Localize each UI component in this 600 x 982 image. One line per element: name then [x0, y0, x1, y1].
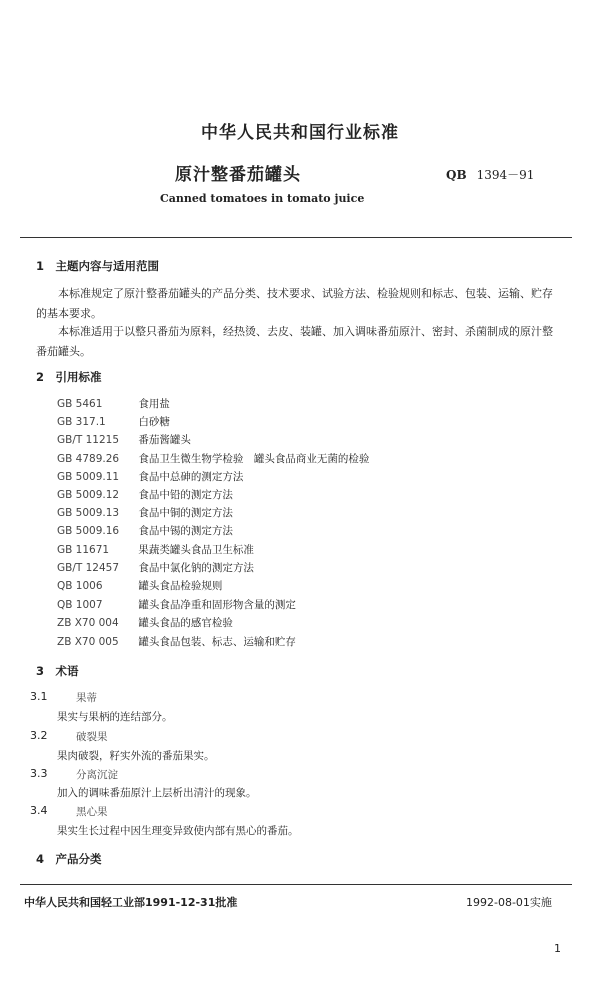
reference-code: GB/T 11215 — [57, 434, 120, 446]
reference-item — [57, 432, 191, 447]
standard-code-prefix: QB — [446, 168, 467, 182]
reference-title: 食品中锡的测定方法 — [138, 525, 233, 537]
reference-item — [57, 487, 233, 502]
reference-title: 食品中总砷的测定方法 — [138, 471, 244, 483]
reference-title: 食品卫生微生物学检验 罐头食品商业无菌的检验 — [138, 453, 370, 465]
term-name: 分离沉淀 — [76, 769, 118, 781]
standard-code — [446, 166, 534, 183]
term-number: 3.3 — [30, 767, 48, 780]
reference-code: QB 1007 — [57, 599, 103, 611]
reference-code: QB 1006 — [57, 580, 103, 592]
reference-code: GB 5009.13 — [57, 507, 120, 519]
reference-title: 食品中铅的测定方法 — [138, 489, 233, 501]
document-title-en: Canned tomatoes in tomato juice — [160, 192, 365, 205]
section-1-paragraph-1: 本标准规定了原汁整番茄罐头的产品分类、技术要求、试验方法、检验规则和标志、包装、运输、贮存的基本要求。 — [36, 287, 553, 320]
term-number: 3.2 — [30, 729, 48, 742]
header-divider — [20, 237, 572, 238]
reference-item — [57, 505, 233, 520]
reference-code: GB/T 12457 — [57, 562, 120, 574]
industry-standard-heading: 中华人民共和国行业标准 — [201, 123, 399, 143]
reference-item — [57, 469, 243, 484]
term-number: 3.1 — [30, 690, 48, 703]
reference-item — [57, 523, 233, 538]
document-title-cn: 原汁整番茄罐头 — [175, 165, 301, 185]
reference-code: GB 5009.12 — [57, 489, 120, 501]
standard-code-number: 1394－91 — [476, 168, 535, 182]
reference-code: GB 5009.16 — [57, 525, 120, 537]
section-1-paragraph-2: 本标准适用于以整只番茄为原料，经热烫、去皮、装罐、加入调味番茄原汁、密封、杀菌制成的原汁整番茄罐头。 — [36, 325, 553, 358]
reference-code: ZB X70 004 — [57, 617, 119, 629]
reference-item — [57, 578, 222, 593]
reference-item — [57, 451, 369, 466]
reference-item — [57, 560, 254, 575]
reference-item — [57, 396, 170, 411]
reference-item — [57, 597, 296, 612]
term-name: 黑心果 — [76, 806, 108, 818]
section-4-heading: 4 产品分类 — [36, 852, 102, 866]
reference-code: GB 5009.11 — [57, 471, 120, 483]
reference-title: 食品中铜的测定方法 — [138, 507, 233, 519]
term-name: 破裂果 — [76, 731, 108, 743]
term-name: 果蒂 — [76, 692, 97, 704]
section-1-heading: 1 主题内容与适用范围 — [36, 259, 160, 273]
implementation-date: 1992-08-01实施 — [466, 896, 552, 909]
reference-title: 番茄酱罐头 — [138, 434, 191, 446]
reference-code: GB 317.1 — [57, 416, 106, 428]
reference-title: 罐头食品的感官检验 — [138, 617, 233, 629]
reference-title: 罐头食品检验规则 — [138, 580, 223, 592]
term-number: 3.4 — [30, 804, 48, 817]
reference-title: 果蔬类罐头食品卫生标准 — [138, 544, 254, 556]
term-definition: 果实与果柄的连结部分。 — [57, 711, 173, 723]
term-definition: 加入的调味番茄原汁上层析出清汁的现象。 — [57, 787, 257, 799]
reference-title: 罐头食品包装、标志、运输和贮存 — [138, 636, 296, 648]
reference-title: 白砂糖 — [138, 416, 170, 428]
reference-item — [57, 542, 254, 557]
section-3-heading: 3 术语 — [36, 664, 79, 678]
approval-statement: 中华人民共和国轻工业部1991-12-31批准 — [24, 896, 238, 909]
footer-divider — [20, 884, 572, 885]
reference-item — [57, 634, 296, 649]
reference-code: GB 5461 — [57, 398, 103, 410]
reference-title: 食用盐 — [138, 398, 170, 410]
page-number: 1 — [554, 942, 561, 955]
reference-item — [57, 615, 233, 630]
reference-code: ZB X70 005 — [57, 636, 119, 648]
section-2-heading: 2 引用标准 — [36, 370, 102, 384]
term-definition: 果实生长过程中因生理变异致使内部有黑心的番茄。 — [57, 825, 299, 837]
term-definition: 果肉破裂，籽实外流的番茄果实。 — [57, 750, 215, 762]
reference-code: GB 11671 — [57, 544, 110, 556]
reference-code: GB 4789.26 — [57, 453, 120, 465]
reference-item — [57, 414, 170, 429]
reference-title: 食品中氯化钠的测定方法 — [138, 562, 254, 574]
reference-title: 罐头食品净重和固形物含量的测定 — [138, 599, 296, 611]
